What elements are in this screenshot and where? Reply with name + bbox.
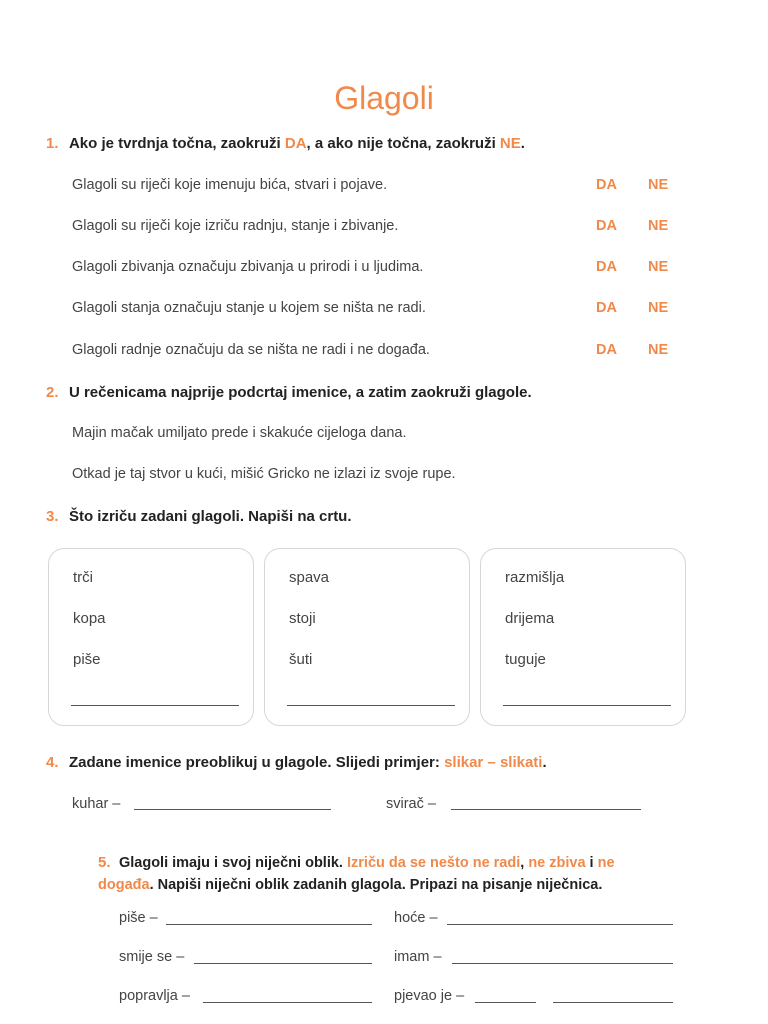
question-text: Zadane imenice preoblikuj u glagole. Slijedi primjer: [68, 754, 445, 771]
noun-svirac: svirač – [386, 796, 436, 812]
verb-word: kopa [73, 610, 106, 627]
verb-word: tuguje [505, 651, 546, 668]
answer-line[interactable] [452, 963, 673, 964]
question-text: Glagoli imaju i svoj niječni oblik. [118, 855, 347, 871]
sentence-2: Otkad je taj stvor u kući, mišić Gricko ne izlazi iz svoje rupe. [72, 466, 456, 482]
answer-line[interactable] [134, 809, 331, 810]
verb-popravlja: popravlja – [119, 988, 190, 1004]
option-ne[interactable]: NE [648, 259, 669, 275]
option-da[interactable]: DA [596, 218, 617, 234]
answer-line[interactable] [451, 809, 641, 810]
question-text: . Napiši niječni oblik zadanih glagola. Pripazi na pisanje niječnica. [149, 877, 603, 893]
question-text: , a ako nije točna, zaokruži [306, 135, 500, 152]
question-number: 2. [46, 384, 59, 401]
question-text: Što izriču zadani glagoli. Napiši na crtu. [68, 508, 352, 525]
option-ne[interactable]: NE [648, 218, 669, 234]
highlight: ne [597, 855, 615, 871]
question-text: Ako je tvrdnja točna, zaokruži [68, 135, 285, 152]
answer-line[interactable] [503, 705, 671, 706]
statement-2: Glagoli su riječi koje izriču radnju, stanje i zbivanje. [72, 218, 399, 234]
answer-line[interactable] [475, 1002, 536, 1003]
question-text: . [542, 754, 547, 771]
verb-word: piše [73, 651, 101, 668]
verb-box-2 [264, 548, 470, 726]
question-number: 3. [46, 508, 59, 525]
option-da[interactable]: DA [596, 300, 617, 316]
option-da[interactable]: DA [596, 342, 617, 358]
question-number: 1. [46, 135, 59, 152]
verb-word: stoji [289, 610, 316, 627]
verb-word: spava [289, 569, 330, 586]
verb-word: razmišlja [505, 569, 565, 586]
question-3-heading [46, 508, 352, 526]
highlight: Izriču da se nešto ne radi [347, 855, 521, 871]
answer-line[interactable] [194, 963, 372, 964]
example-highlight: slikar – slikati [444, 754, 543, 771]
question-text: . [520, 135, 525, 152]
highlight-da: DA [284, 135, 307, 152]
question-number: 5. [98, 854, 111, 871]
verb-word: šuti [289, 651, 313, 668]
statement-4: Glagoli stanja označuju stanje u kojem se ništa ne radi. [72, 300, 426, 316]
verb-hoce: hoće – [394, 910, 438, 926]
question-2-heading [46, 384, 532, 402]
answer-line[interactable] [166, 924, 372, 925]
verb-box-3 [480, 548, 686, 726]
verb-box-1 [48, 548, 254, 726]
option-ne[interactable]: NE [648, 177, 669, 193]
highlight: ne zbiva [528, 855, 586, 871]
option-da[interactable]: DA [596, 177, 617, 193]
answer-line[interactable] [553, 1002, 673, 1003]
question-number: 4. [46, 754, 59, 771]
verb-smije-se: smije se – [119, 949, 185, 965]
option-ne[interactable]: NE [648, 342, 669, 358]
question-4-heading [46, 754, 547, 772]
verb-pjevao-je: pjevao je – [394, 988, 465, 1004]
page-title: Glagoli [334, 80, 434, 116]
highlight: događa [98, 877, 150, 893]
sentence-1: Majin mačak umiljato prede i skakuće cijeloga dana. [72, 425, 407, 441]
statement-1: Glagoli su riječi koje imenuju bića, stvari i pojave. [72, 177, 388, 193]
question-5-heading [98, 852, 698, 896]
question-text: U rečenicama najprije podcrtaj imenice, a zatim zaokruži glagole. [68, 384, 532, 401]
noun-kuhar: kuhar – [72, 796, 121, 812]
verb-word: drijema [505, 610, 555, 627]
option-ne[interactable]: NE [648, 300, 669, 316]
statement-5: Glagoli radnje označuju da se ništa ne radi i ne događa. [72, 342, 430, 358]
option-da[interactable]: DA [596, 259, 617, 275]
verb-word: trči [73, 569, 93, 586]
statement-3: Glagoli zbivanja označuju zbivanja u prirodi i u ljudima. [72, 259, 424, 275]
question-text: , [520, 855, 529, 871]
verb-pise: piše – [119, 910, 158, 926]
answer-line[interactable] [71, 705, 239, 706]
verb-imam: imam – [394, 949, 442, 965]
answer-line[interactable] [203, 1002, 372, 1003]
highlight-ne: NE [499, 135, 521, 152]
question-1-heading [46, 135, 525, 153]
answer-line[interactable] [287, 705, 455, 706]
answer-line[interactable] [447, 924, 673, 925]
question-text: i [585, 855, 598, 871]
